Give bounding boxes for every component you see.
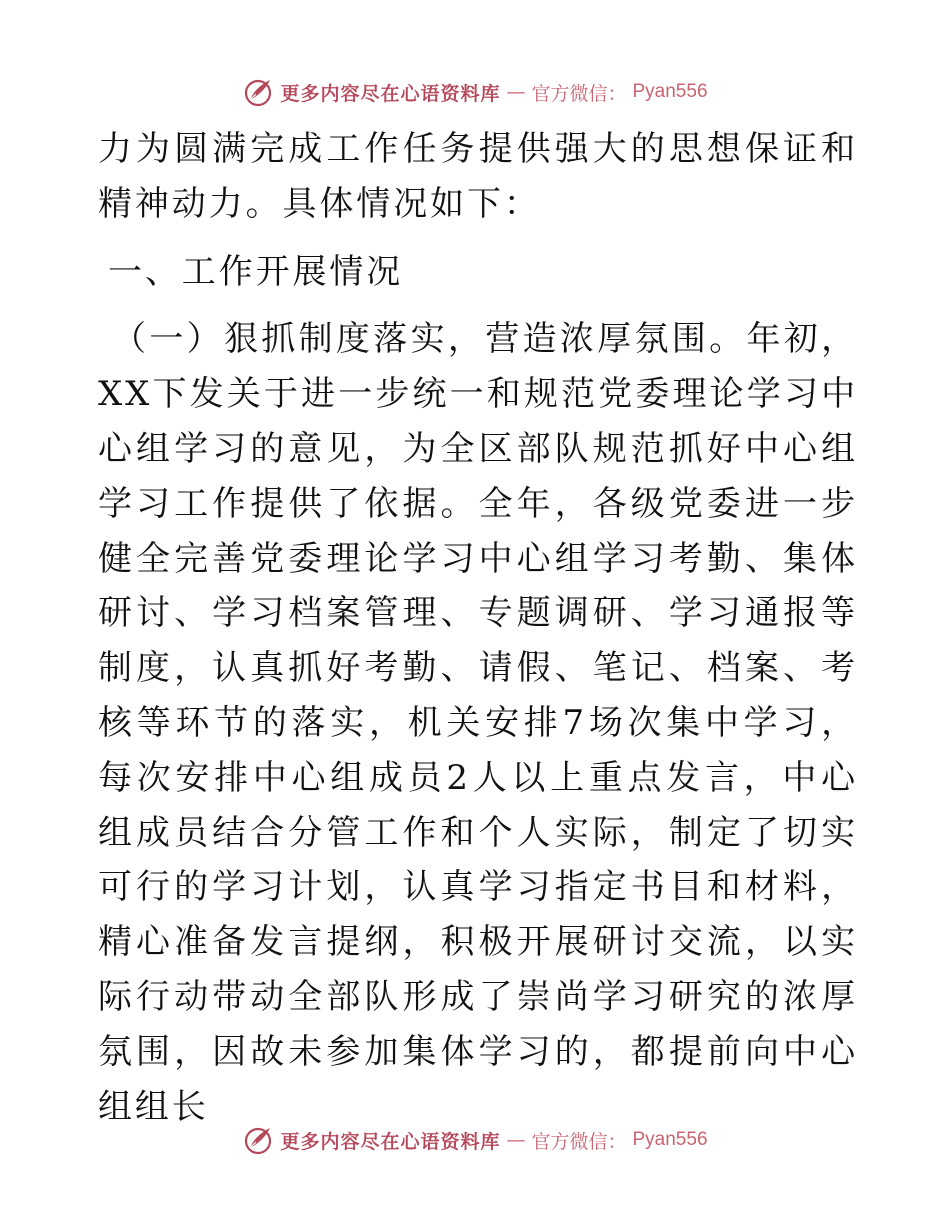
watermark-id: Pyan556 (632, 1129, 708, 1150)
document-body (98, 122, 858, 1134)
footer-watermark (0, 1120, 950, 1160)
watermark-sub-text: 官方微信： (531, 82, 627, 105)
watermark-main-text: 更多内容尽在心语资料库 (280, 82, 501, 105)
watermark-dash: — (506, 1129, 526, 1151)
watermark-dash: — (506, 81, 526, 103)
section-paragraph: （一）狠抓制度落实，营造浓厚氛围。年初，XX下发关于进一步统一和规范党委理论学习中心组学习的意见，为全区部队规范抓好中心组学习工作提供了依据。全年，各级党委进一步健全完善党委理论学习中心组学习考勤、集体研讨、学习档案管理、专题调研、学习通报等制度，认真抓好考勤、请假、笔记、档案、考核等环节的落实，机关安排7场次集中学习，每次安排中心组成员2人以上重点发言，中心组成员结合分管工作和个人实际，制定了切实可行的学习计划，认真学习指定书目和材料，精心准备发言提纲，积极开展研讨交流，以实际行动带动全部队形成了崇尚学习研究的浓厚氛围，因故未参加集体学习的，都提前向中心组组长 (98, 319, 858, 1127)
header-watermark (0, 72, 950, 112)
section-heading: 一、工作开展情况 (108, 251, 404, 292)
intro-paragraph: 力为圆满完成工作任务提供强大的思想保证和精神动力。具体情况如下： (98, 129, 858, 224)
feather-quill-logo-icon (242, 1124, 274, 1156)
feather-quill-logo-icon (242, 76, 274, 108)
watermark-sub-text: 官方微信： (531, 1130, 627, 1153)
watermark-id: Pyan556 (632, 81, 708, 102)
watermark-main-text: 更多内容尽在心语资料库 (280, 1130, 501, 1153)
